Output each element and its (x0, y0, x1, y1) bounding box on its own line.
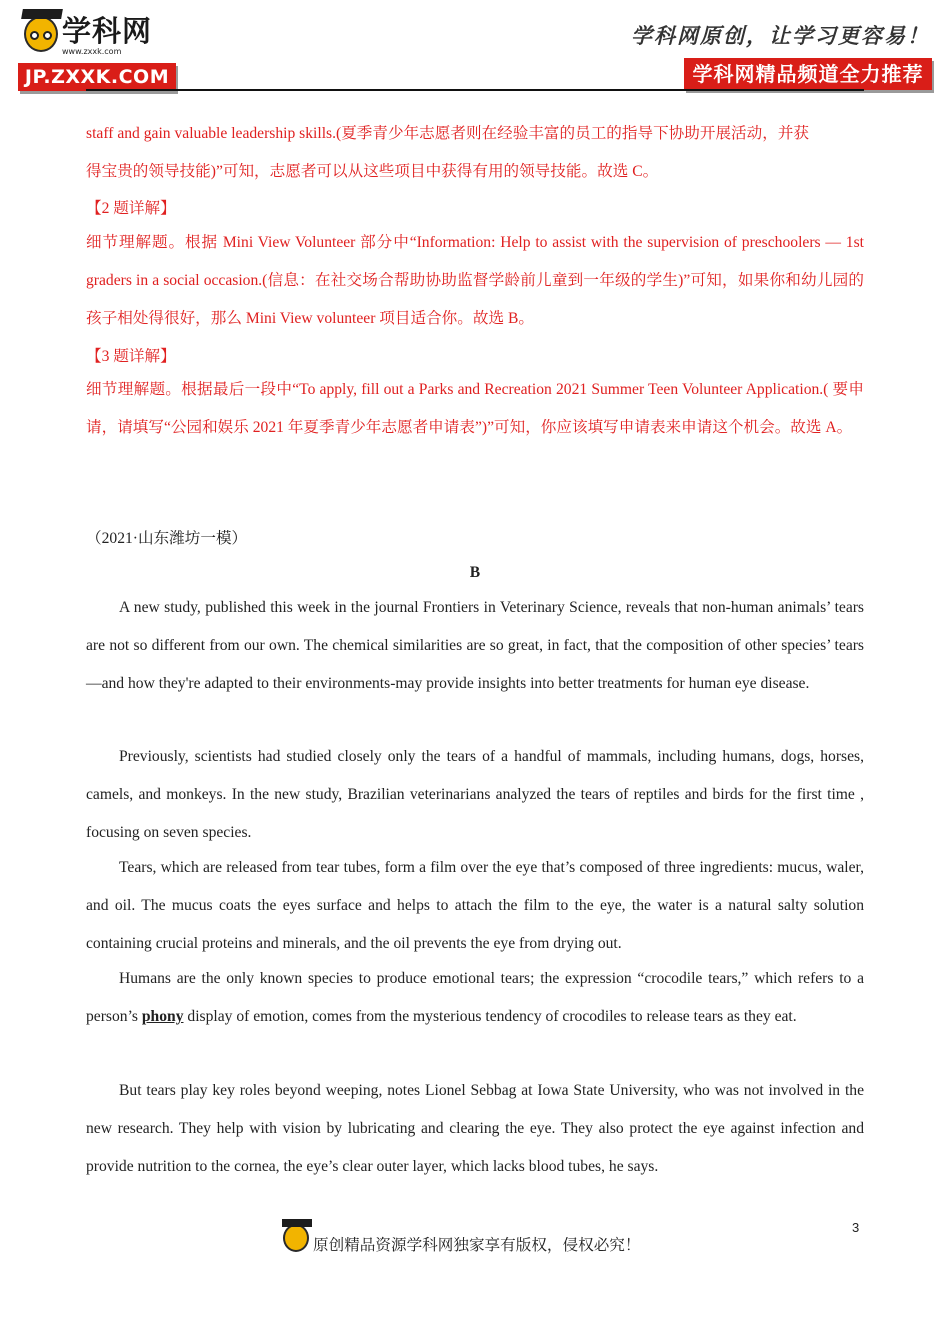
logo-text: 学科网 (62, 14, 153, 48)
passage-paragraph-4 (86, 960, 864, 1036)
passage-paragraph-1: A new study, published this week in the journal Frontiers in Veterinary Science, reveals that non-human animals’ tears are not so different from our own. The chemical similarities are so great, in fact, that the composition of other species’ tears—and how they're adapted to their environments-may provide insights into better treatments for human eye disease. (86, 599, 864, 692)
paragraph-4-text-start: Humans are the only known species to produce emotional tears; the expression “crocodile tears,” which refers to a person’s (86, 970, 864, 1025)
footer-mascot-icon (283, 1224, 309, 1252)
header-tagline: 学科网精品频道全力推荐 (684, 58, 932, 90)
footer-copyright: 原创精品资源学科网独家享有版权，侵权必究！ (313, 1237, 641, 1254)
passage-paragraph-2: Previously, scientists had studied closely only the tears of a handful of mammals, including humans, dogs, horses, camels, and monkeys. In the new study, Brazilian veterinarians analyzed the tears of reptiles and birds for the first time , focusing on seven species. (86, 748, 864, 841)
answer-2-heading: 【2 题详解】 (86, 200, 176, 217)
answer-3-body: 细节理解题。根据最后一段中“To apply, fill out a Parks and Recreation 2021 Summer Teen Volunteer Application.( 要申请，请填写“公园和娱乐 2021 年夏季青少年志愿者申请表”)”可知，你应该填写申请表来申请这个机会。故选 A。 (86, 381, 864, 436)
page-number: 3 (852, 1220, 860, 1235)
answer-1-tail-line-2: 得宝贵的领导技能)”可知，志愿者可以从这些项目中获得有用的领导技能。故选 C。 (86, 163, 659, 180)
mascot-icon (24, 16, 58, 52)
header-divider (86, 89, 864, 91)
underlined-word-phony: phony (141, 1008, 184, 1025)
logo-banner: JP.ZXXK.COM (18, 63, 176, 91)
passage-source: （2021·山东潍坊一模） (86, 530, 248, 547)
header-slogan: 学科网原创，让学习更容易！ (631, 23, 930, 48)
paragraph-4-text-end: display of emotion, comes from the mysterious tendency of crocodiles to release tears as they eat. (183, 1008, 797, 1025)
passage-paragraph-3: Tears, which are released from tear tubes, form a film over the eye that’s composed of three ingredients: mucus, waler, and oil. The mucus coats the eyes surface and helps to attach the film to the eye, the water is a natural salty solution containing crucial proteins and minerals, and the oil prevents the eye from drying out. (86, 859, 864, 952)
answer-3-heading: 【3 题详解】 (86, 348, 176, 365)
passage-title: B (469, 564, 481, 581)
passage-paragraph-5: But tears play key roles beyond weeping, notes Lionel Sebbag at Iowa State University, who was not involved in the new research. They help with vision by lubricating and clearing the eye. They also protect the eye against infection and provide nutrition to the cornea, the eye’s clear outer layer, which lacks blood tubes, he says. (86, 1082, 864, 1175)
answer-1-tail-line-1: staff and gain valuable leadership skills.(夏季青少年志愿者则在经验丰富的员工的指导下协助开展活动，并获 (86, 125, 810, 142)
answer-2-body: 细节理解题。根据 Mini View Volunteer 部分中“Information: Help to assist with the supervision of preschoolers — 1st graders in a social occasion.(信息：在社交场合帮助协助监督学龄前儿童到一年级的学生)”可知，如果你和幼儿园的孩子相处得很好，那么 Mini View volunteer 项目适合你。故选 B。 (86, 234, 864, 327)
logo-url: www.zxxk.com (62, 47, 122, 56)
